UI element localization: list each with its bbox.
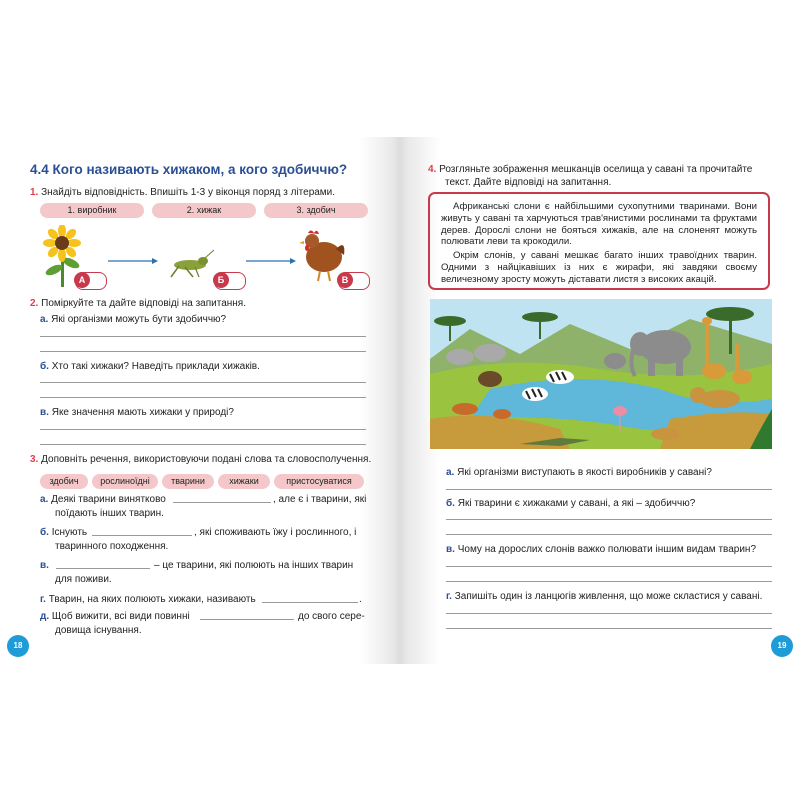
task3-text: Доповніть речення, використовуючи подані слова та словосполучення. — [41, 454, 372, 465]
task2-instruction — [30, 297, 246, 310]
task3-item-b-line2: тваринного походження. — [55, 541, 169, 552]
arrow-icon — [246, 257, 296, 265]
task2-question-b: б. Хто такі хижаки? Наведіть приклади хижаків. — [40, 361, 260, 372]
fill-blank-line[interactable] — [173, 502, 271, 503]
task3-item-c-continued: – це тварини, які полюють на інших тварин — [154, 560, 354, 571]
arrow-icon — [108, 257, 158, 265]
task3-item-e: д. Щоб вижити, всі види повинні — [40, 611, 190, 622]
word-chip: рослиноїдні — [92, 474, 158, 489]
savanna-illustration — [430, 299, 772, 449]
fill-blank-line[interactable] — [262, 602, 358, 603]
task3-item-b: б. Існують — [40, 527, 88, 538]
answer-box-b[interactable] — [214, 272, 246, 290]
task3-item-a: а. Деякі тварини винятково — [40, 494, 166, 505]
grasshopper-illustration — [165, 249, 215, 279]
reading-paragraph-2: Окрім слонів, у савані мешкає багато інших травоїдних тварин. Одними з найцікавіших із них є жирафи, які завдяки своєму величезному зросту можуть діставати листя з високих акацій. — [441, 250, 757, 285]
answer-line[interactable] — [40, 397, 366, 398]
word-chip: хижаки — [218, 474, 270, 489]
task1-instruction — [30, 186, 335, 199]
word-chip: пристосуватися — [274, 474, 364, 489]
answer-line[interactable] — [446, 581, 772, 582]
lesson-title — [30, 162, 347, 177]
book-spread — [0, 137, 800, 664]
answer-line[interactable] — [446, 628, 772, 629]
answer-box-c[interactable] — [338, 272, 370, 290]
word-chip: тварини — [162, 474, 214, 489]
task1-text: Знайдіть відповідність. Впишіть 1-3 у віконця поряд з літерами. — [41, 187, 336, 198]
task3-item-b-continued: , які споживають їжу і рослинного, і — [194, 527, 357, 538]
word-chip: здобич — [40, 474, 88, 489]
task2-question-a: а. Які організми можуть бути здобиччю? — [40, 314, 227, 325]
task4-instruction-line2: текст. Дайте відповіді на запитання. — [445, 177, 612, 188]
fill-blank-line[interactable] — [56, 568, 150, 569]
task3-item-a-line2: поїдають інших тварин. — [55, 508, 164, 519]
task1-number: 1. — [30, 187, 39, 198]
task3-item-c: в. — [40, 560, 49, 571]
answer-box-a[interactable] — [75, 272, 107, 290]
page-number-left: 18 — [7, 635, 29, 657]
answer-line[interactable] — [446, 613, 772, 614]
task4-question-c: в. Чому на дорослих слонів важко полювати іншим видам тварин? — [446, 544, 757, 555]
task2-question-c: в. Яке значення мають хижаки у природі? — [40, 407, 234, 418]
option-predator: 2. хижак — [152, 203, 256, 218]
answer-line[interactable] — [40, 444, 366, 445]
letter-c: В — [337, 272, 353, 288]
lesson-number: 4.4 — [30, 162, 49, 177]
task4-question-d: г. Запишіть один із ланцюгів живлення, що може скластися у савані. — [446, 591, 763, 602]
option-prey: 3. здобич — [264, 203, 368, 218]
task3-item-a-continued: , але є і тварини, які — [273, 494, 367, 505]
task3-item-e-continued: до свого сере- — [298, 611, 365, 622]
fill-blank-line[interactable] — [200, 619, 294, 620]
answer-line[interactable] — [446, 489, 772, 490]
task3-item-e-line2: довища існування. — [55, 625, 142, 636]
task4-instruction-line1: 4. Розгляньте зображення мешканців оселища у савані та прочитайте — [428, 164, 753, 175]
fill-blank-line[interactable] — [92, 535, 192, 536]
task2-number: 2. — [30, 298, 39, 309]
task3-item-d-end: . — [359, 594, 362, 605]
task3-instruction — [30, 453, 371, 466]
task3-number: 3. — [30, 454, 39, 465]
page-number-right: 19 — [771, 635, 793, 657]
task2-text: Поміркуйте та дайте відповіді на запитання. — [41, 298, 247, 309]
task3-item-c-line2: для поживи. — [55, 574, 112, 585]
answer-line[interactable] — [40, 336, 366, 337]
letter-a: А — [74, 272, 90, 288]
letter-b: Б — [213, 272, 229, 288]
answer-line[interactable] — [446, 519, 772, 520]
lesson-heading: Кого називають хижаком, а кого здобиччю? — [52, 162, 348, 177]
task3-item-d: г. Тварин, на яких полюють хижаки, називають — [40, 594, 256, 605]
reading-paragraph-1: Африканські слони є найбільшими сухопутними тваринами. Вони живуть у савані та харчуються трав'янистими рослинами та фруктами дерев. Дорослі слони не бояться хижаків, але на слоненят можуть полювати леви та крокодили. — [441, 201, 757, 248]
answer-line[interactable] — [40, 382, 366, 383]
answer-line[interactable] — [446, 534, 772, 535]
answer-line[interactable] — [40, 429, 366, 430]
option-producer: 1. виробник — [40, 203, 144, 218]
task4-question-a: а. Які організми виступають в якості виробників у савані? — [446, 467, 712, 478]
task4-question-b: б. Які тварини є хижаками у савані, а які – здобиччю? — [446, 498, 696, 509]
answer-line[interactable] — [40, 351, 366, 352]
reading-text-box — [428, 192, 770, 290]
answer-line[interactable] — [446, 566, 772, 567]
task4-number: 4. — [428, 164, 437, 175]
